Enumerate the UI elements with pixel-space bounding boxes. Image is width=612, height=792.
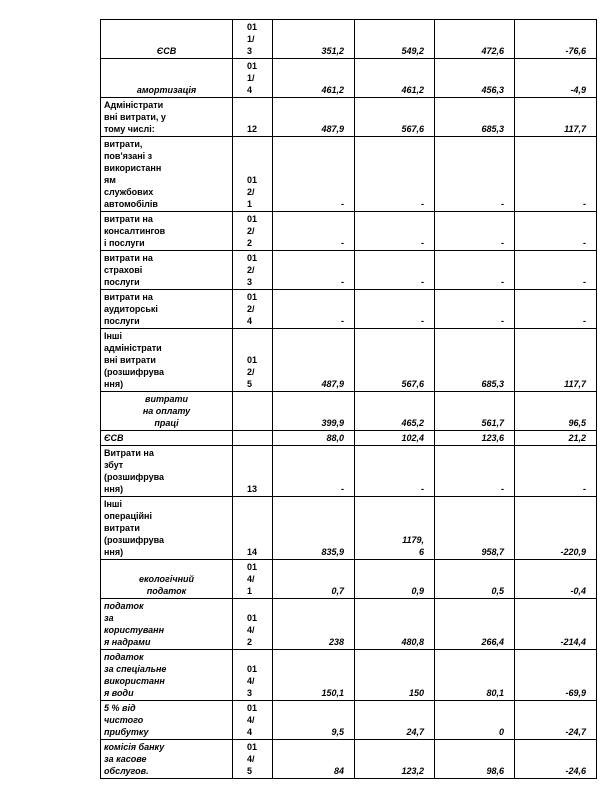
value-cell: 238 [273, 599, 355, 650]
value-cell: 0,7 [273, 560, 355, 599]
value-cell: - [435, 212, 515, 251]
value-cell: 0,9 [355, 560, 435, 599]
value-cell: 150,1 [273, 650, 355, 701]
value-cell: 685,3 [435, 98, 515, 137]
table-row [101, 431, 597, 446]
row-label: Витрати на збут (розшифрува ння) [101, 446, 233, 497]
value-cell: - [515, 446, 597, 497]
table-row [101, 98, 597, 137]
row-code: 01 4/ 5 [233, 740, 273, 779]
row-code: 01 2/ 4 [233, 290, 273, 329]
value-cell: 685,3 [435, 329, 515, 392]
value-cell: -0,4 [515, 560, 597, 599]
value-cell: - [355, 137, 435, 212]
value-cell: 567,6 [355, 329, 435, 392]
value-cell: - [355, 212, 435, 251]
value-cell: 9,5 [273, 701, 355, 740]
table-row [101, 329, 597, 392]
value-cell: 480,8 [355, 599, 435, 650]
value-cell: 487,9 [273, 329, 355, 392]
table-row [101, 392, 597, 431]
value-cell: 487,9 [273, 98, 355, 137]
row-code: 01 4/ 4 [233, 701, 273, 740]
financial-table [100, 19, 597, 779]
value-cell: 561,7 [435, 392, 515, 431]
table-row [101, 560, 597, 599]
value-cell: 84 [273, 740, 355, 779]
row-label: витрати на консалтингов і послуги [101, 212, 233, 251]
value-cell: 150 [355, 650, 435, 701]
value-cell: -24,7 [515, 701, 597, 740]
value-cell: 0,5 [435, 560, 515, 599]
row-label: екологічний податок [101, 560, 233, 599]
value-cell: 1179, 6 [355, 497, 435, 560]
value-cell: 0 [435, 701, 515, 740]
table-row [101, 20, 597, 59]
value-cell: 835,9 [273, 497, 355, 560]
value-cell: - [515, 290, 597, 329]
row-code: 01 4/ 3 [233, 650, 273, 701]
value-cell: - [355, 290, 435, 329]
table-row [101, 446, 597, 497]
row-label: Інші операційні витрати (розшифрува ння) [101, 497, 233, 560]
row-label: податок за користуванн я надрами [101, 599, 233, 650]
value-cell: 98,6 [435, 740, 515, 779]
row-label: ЄСВ [101, 20, 233, 59]
value-cell: - [273, 251, 355, 290]
table-row [101, 497, 597, 560]
value-cell: - [273, 137, 355, 212]
table-row [101, 59, 597, 98]
value-cell: 399,9 [273, 392, 355, 431]
table-body [101, 20, 597, 779]
value-cell: - [273, 446, 355, 497]
row-code: 01 2/ 3 [233, 251, 273, 290]
value-cell: - [355, 251, 435, 290]
value-cell: 958,7 [435, 497, 515, 560]
row-code: 01 2/ 1 [233, 137, 273, 212]
value-cell: - [355, 446, 435, 497]
table-row [101, 137, 597, 212]
value-cell: 88,0 [273, 431, 355, 446]
table-row [101, 251, 597, 290]
value-cell: 461,2 [355, 59, 435, 98]
value-cell: 461,2 [273, 59, 355, 98]
value-cell: - [435, 446, 515, 497]
value-cell: -220,9 [515, 497, 597, 560]
value-cell: 117,7 [515, 98, 597, 137]
row-label: витрати на оплату праці [101, 392, 233, 431]
value-cell: - [515, 137, 597, 212]
value-cell: 456,3 [435, 59, 515, 98]
row-code [233, 392, 273, 431]
value-cell: - [515, 212, 597, 251]
row-code: 01 2/ 2 [233, 212, 273, 251]
row-label: 5 % від чистого прибутку [101, 701, 233, 740]
row-code: 01 4/ 2 [233, 599, 273, 650]
table-row [101, 599, 597, 650]
row-code: 01 2/ 5 [233, 329, 273, 392]
value-cell: 351,2 [273, 20, 355, 59]
value-cell: - [435, 137, 515, 212]
value-cell: 102,4 [355, 431, 435, 446]
value-cell: 117,7 [515, 329, 597, 392]
row-label: комісія банку за касове обслугов. [101, 740, 233, 779]
row-code: 12 [233, 98, 273, 137]
value-cell: - [273, 290, 355, 329]
value-cell: -24,6 [515, 740, 597, 779]
table-row [101, 740, 597, 779]
value-cell: 96,5 [515, 392, 597, 431]
value-cell: - [435, 290, 515, 329]
value-cell: 472,6 [435, 20, 515, 59]
row-label: витрати на страхові послуги [101, 251, 233, 290]
value-cell: 266,4 [435, 599, 515, 650]
row-label: Інші адміністрати вні витрати (розшифрува ння) [101, 329, 233, 392]
table-row [101, 650, 597, 701]
value-cell: - [515, 251, 597, 290]
row-label: амортизація [101, 59, 233, 98]
value-cell: 567,6 [355, 98, 435, 137]
row-label: витрати на аудиторські послуги [101, 290, 233, 329]
value-cell: -214,4 [515, 599, 597, 650]
value-cell: 24,7 [355, 701, 435, 740]
value-cell: 123,2 [355, 740, 435, 779]
row-code: 01 1/ 4 [233, 59, 273, 98]
row-label: Адміністрати вні витрати, у тому числі: [101, 98, 233, 137]
value-cell: -4,9 [515, 59, 597, 98]
row-label: витрати, пов'язані з використанн ям службових автомобілів [101, 137, 233, 212]
value-cell: 21,2 [515, 431, 597, 446]
row-code: 01 1/ 3 [233, 20, 273, 59]
value-cell: 80,1 [435, 650, 515, 701]
table-row [101, 701, 597, 740]
row-label: ЄСВ [101, 431, 233, 446]
value-cell: - [435, 251, 515, 290]
row-code [233, 431, 273, 446]
table-row [101, 212, 597, 251]
row-label: податок за спеціальне використанн я води [101, 650, 233, 701]
value-cell: -76,6 [515, 20, 597, 59]
value-cell: - [273, 212, 355, 251]
value-cell: 123,6 [435, 431, 515, 446]
row-code: 14 [233, 497, 273, 560]
row-code: 13 [233, 446, 273, 497]
row-code: 01 4/ 1 [233, 560, 273, 599]
value-cell: 549,2 [355, 20, 435, 59]
table-row [101, 290, 597, 329]
value-cell: -69,9 [515, 650, 597, 701]
value-cell: 465,2 [355, 392, 435, 431]
